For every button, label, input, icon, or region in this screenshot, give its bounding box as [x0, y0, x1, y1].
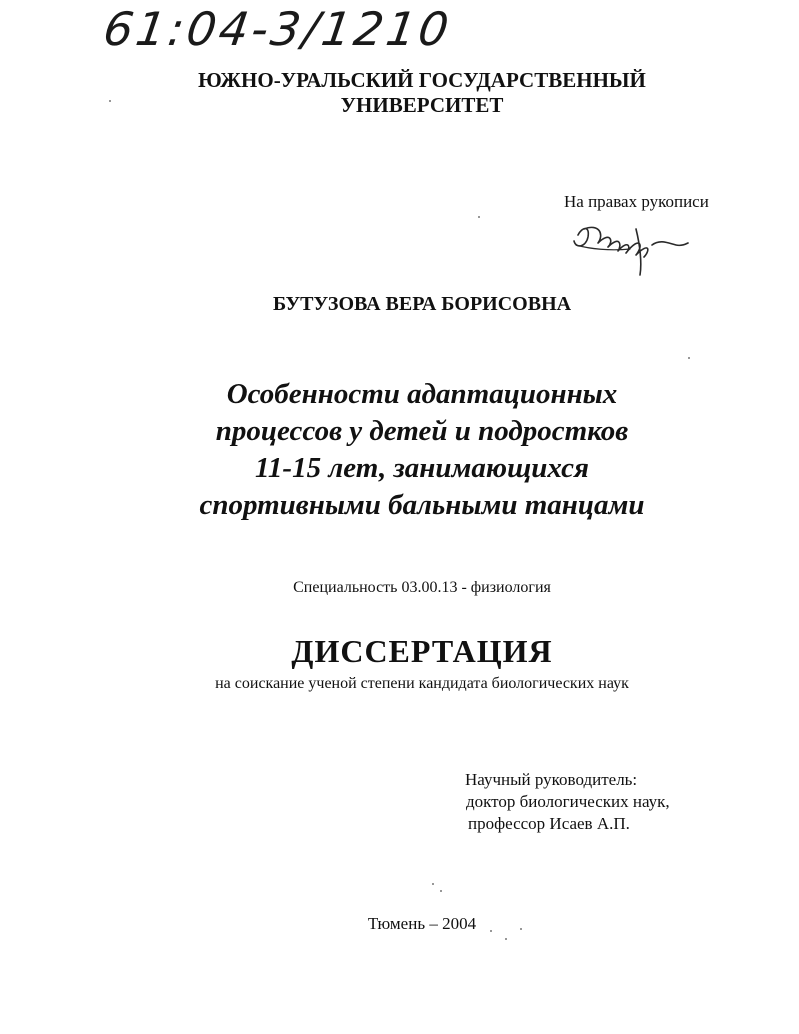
supervisor-degree: доктор биологических наук,	[466, 792, 670, 811]
scan-speck	[688, 357, 690, 359]
university-name	[0, 68, 799, 118]
document-type: ДИССЕРТАЦИЯ	[291, 633, 553, 669]
scan-speck	[432, 883, 434, 885]
thesis-title-line-1: Особенности адаптационных	[226, 378, 618, 410]
specialty: Специальность 03.00.13 - физиология	[293, 579, 551, 596]
thesis-title-line-4: спортивными бальными танцами	[199, 489, 645, 521]
scan-speck	[505, 938, 507, 940]
university-name-line-2: УНИВЕРСИТЕТ	[340, 93, 504, 117]
scan-speck	[478, 216, 480, 218]
author-name: БУТУЗОВА ВЕРА БОРИСОВНА	[272, 293, 572, 315]
author-signature	[570, 205, 700, 280]
supervisor-label: Научный руководитель:	[465, 770, 638, 789]
supervisor-name: профессор Исаев А.П.	[468, 814, 630, 833]
manuscript-note: На правах рукописи	[564, 192, 709, 211]
archive-code-handwritten: 61:04-3/1210	[100, 2, 455, 56]
degree-description: на соискание ученой степени кандидата биологических наук	[215, 675, 629, 692]
university-name-line-1: ЮЖНО-УРАЛЬСКИЙ ГОСУДАРСТВЕННЫЙ	[198, 68, 646, 92]
supervisor-block	[465, 769, 670, 835]
scan-speck	[520, 928, 522, 930]
thesis-title	[0, 376, 799, 524]
city-year: Тюмень – 2004	[367, 914, 477, 933]
scan-speck	[440, 890, 442, 892]
scan-speck	[490, 930, 492, 932]
scan-speck	[109, 100, 111, 102]
thesis-title-line-3: 11-15 лет, занимающихся	[255, 452, 589, 484]
thesis-title-line-2: процессов у детей и подростков	[215, 415, 629, 447]
